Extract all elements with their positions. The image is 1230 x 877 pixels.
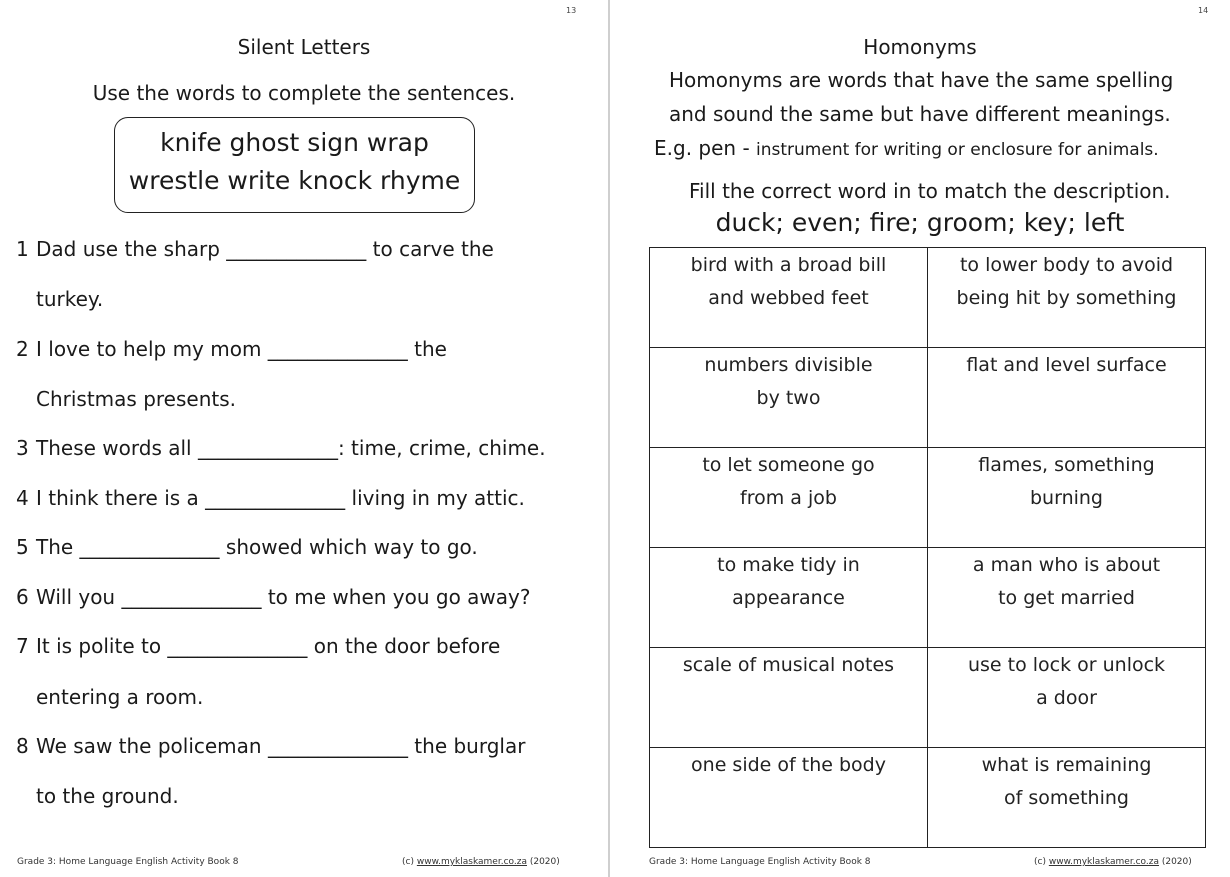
table-row <box>650 548 1206 648</box>
right-page <box>610 0 1230 877</box>
table-row <box>650 348 1206 448</box>
question-6 <box>16 585 531 609</box>
question-number: 7 <box>16 634 29 658</box>
word-bank <box>114 117 475 213</box>
question-7 <box>16 634 500 658</box>
footer-copyright <box>402 857 560 867</box>
page-title: Silent Letters <box>237 35 371 59</box>
example-word: E.g. pen - <box>654 136 757 160</box>
question-text: We saw the policeman ______________ the burglar <box>36 734 526 758</box>
table-cell[interactable] <box>650 548 928 648</box>
cell-text: to get married <box>998 587 1135 609</box>
cell-text: use to lock or unlock <box>967 654 1166 676</box>
question-8 <box>16 734 525 758</box>
cell-text: a man who is about <box>972 554 1161 576</box>
question-5 <box>16 535 478 559</box>
table-cell[interactable] <box>650 448 928 548</box>
cell-text: burning <box>1029 487 1103 509</box>
cell-text: from a job <box>740 487 837 509</box>
question-2 <box>16 337 447 361</box>
table-cell[interactable] <box>928 348 1206 448</box>
question-text: It is polite to ______________ on the door before <box>36 634 501 658</box>
table-cell[interactable] <box>650 748 928 848</box>
copyright-year: (2020) <box>526 857 560 867</box>
instruction: Use the words to complete the sentences. <box>92 81 516 105</box>
table-cell[interactable] <box>928 548 1206 648</box>
cell-text: to lower body to avoid <box>959 254 1174 276</box>
footer-book-title: Grade 3: Home Language English Activity Book 8 <box>649 857 871 867</box>
table-cell[interactable] <box>928 248 1206 348</box>
homonym-table <box>649 247 1206 848</box>
instruction: Fill the correct word in to match the description. <box>689 179 1171 203</box>
cell-text: flames, something <box>978 454 1155 476</box>
question-continuation: turkey. <box>36 287 104 311</box>
cell-text: a door <box>1036 687 1097 709</box>
cell-text: and webbed feet <box>708 287 869 309</box>
page-number: 14 <box>1198 6 1209 15</box>
word-bank-line: wrestle write knock rhyme <box>128 166 461 195</box>
question-text: I love to help my mom ______________ the <box>36 337 447 361</box>
page-number: 13 <box>566 6 577 15</box>
footer-book-title: Grade 3: Home Language English Activity Book 8 <box>17 857 239 867</box>
copyright-prefix: (c) <box>402 857 417 867</box>
table-cell[interactable] <box>928 648 1206 748</box>
question-number: 5 <box>16 535 29 559</box>
copyright-year: (2020) <box>1158 857 1192 867</box>
website-link[interactable]: www.myklaskamer.co.za <box>1048 857 1159 867</box>
table-cell[interactable] <box>928 748 1206 848</box>
cell-text: scale of musical notes <box>682 654 895 676</box>
table-cell[interactable] <box>650 348 928 448</box>
question-continuation: Christmas presents. <box>36 387 236 411</box>
question-text: These words all ______________: time, crime, chime. <box>36 436 546 460</box>
cell-text: what is remaining <box>981 754 1152 776</box>
word-list: duck; even; fire; groom; key; left <box>715 208 1125 237</box>
question-continuation: entering a room. <box>36 685 204 709</box>
cell-text: by two <box>756 387 821 409</box>
question-number: 4 <box>16 486 29 510</box>
footer-copyright <box>1034 857 1192 867</box>
cell-text: appearance <box>732 587 845 609</box>
word-bank-line: knife ghost sign wrap <box>160 128 429 157</box>
table-row <box>650 748 1206 848</box>
cell-text: bird with a broad bill <box>690 254 887 276</box>
intro-line: and sound the same but have different meanings. <box>669 102 1171 126</box>
website-link[interactable]: www.myklaskamer.co.za <box>416 857 527 867</box>
cell-text: to let someone go <box>702 454 875 476</box>
question-number: 1 <box>16 237 29 261</box>
question-3 <box>16 436 546 460</box>
table-cell[interactable] <box>650 648 928 748</box>
table-cell[interactable] <box>928 448 1206 548</box>
question-text: Dad use the sharp ______________ to carve the <box>36 237 494 261</box>
table-row <box>650 448 1206 548</box>
table-cell[interactable] <box>650 248 928 348</box>
question-text: The ______________ showed which way to go. <box>36 535 478 559</box>
example-line <box>654 136 1159 160</box>
intro-line: Homonyms are words that have the same spelling <box>669 68 1174 92</box>
question-number: 6 <box>16 585 29 609</box>
table-row <box>650 248 1206 348</box>
question-number: 2 <box>16 337 29 361</box>
cell-text: of something <box>1004 787 1129 809</box>
left-page <box>0 0 608 877</box>
cell-text: flat and level surface <box>966 354 1167 376</box>
question-1 <box>16 237 494 261</box>
example-definition: instrument for writing or enclosure for animals. <box>756 140 1159 160</box>
cell-text: numbers divisible <box>704 354 873 376</box>
table-row <box>650 648 1206 748</box>
cell-text: one side of the body <box>691 754 886 776</box>
question-continuation: to the ground. <box>36 784 179 808</box>
question-text: I think there is a ______________ living in my attic. <box>36 486 525 510</box>
question-4 <box>16 486 525 510</box>
copyright-prefix: (c) <box>1034 857 1049 867</box>
cell-text: being hit by something <box>956 287 1177 309</box>
question-text: Will you ______________ to me when you go away? <box>36 585 531 609</box>
cell-text: to make tidy in <box>717 554 860 576</box>
question-number: 3 <box>16 436 29 460</box>
question-number: 8 <box>16 734 29 758</box>
page-title: Homonyms <box>863 35 977 59</box>
